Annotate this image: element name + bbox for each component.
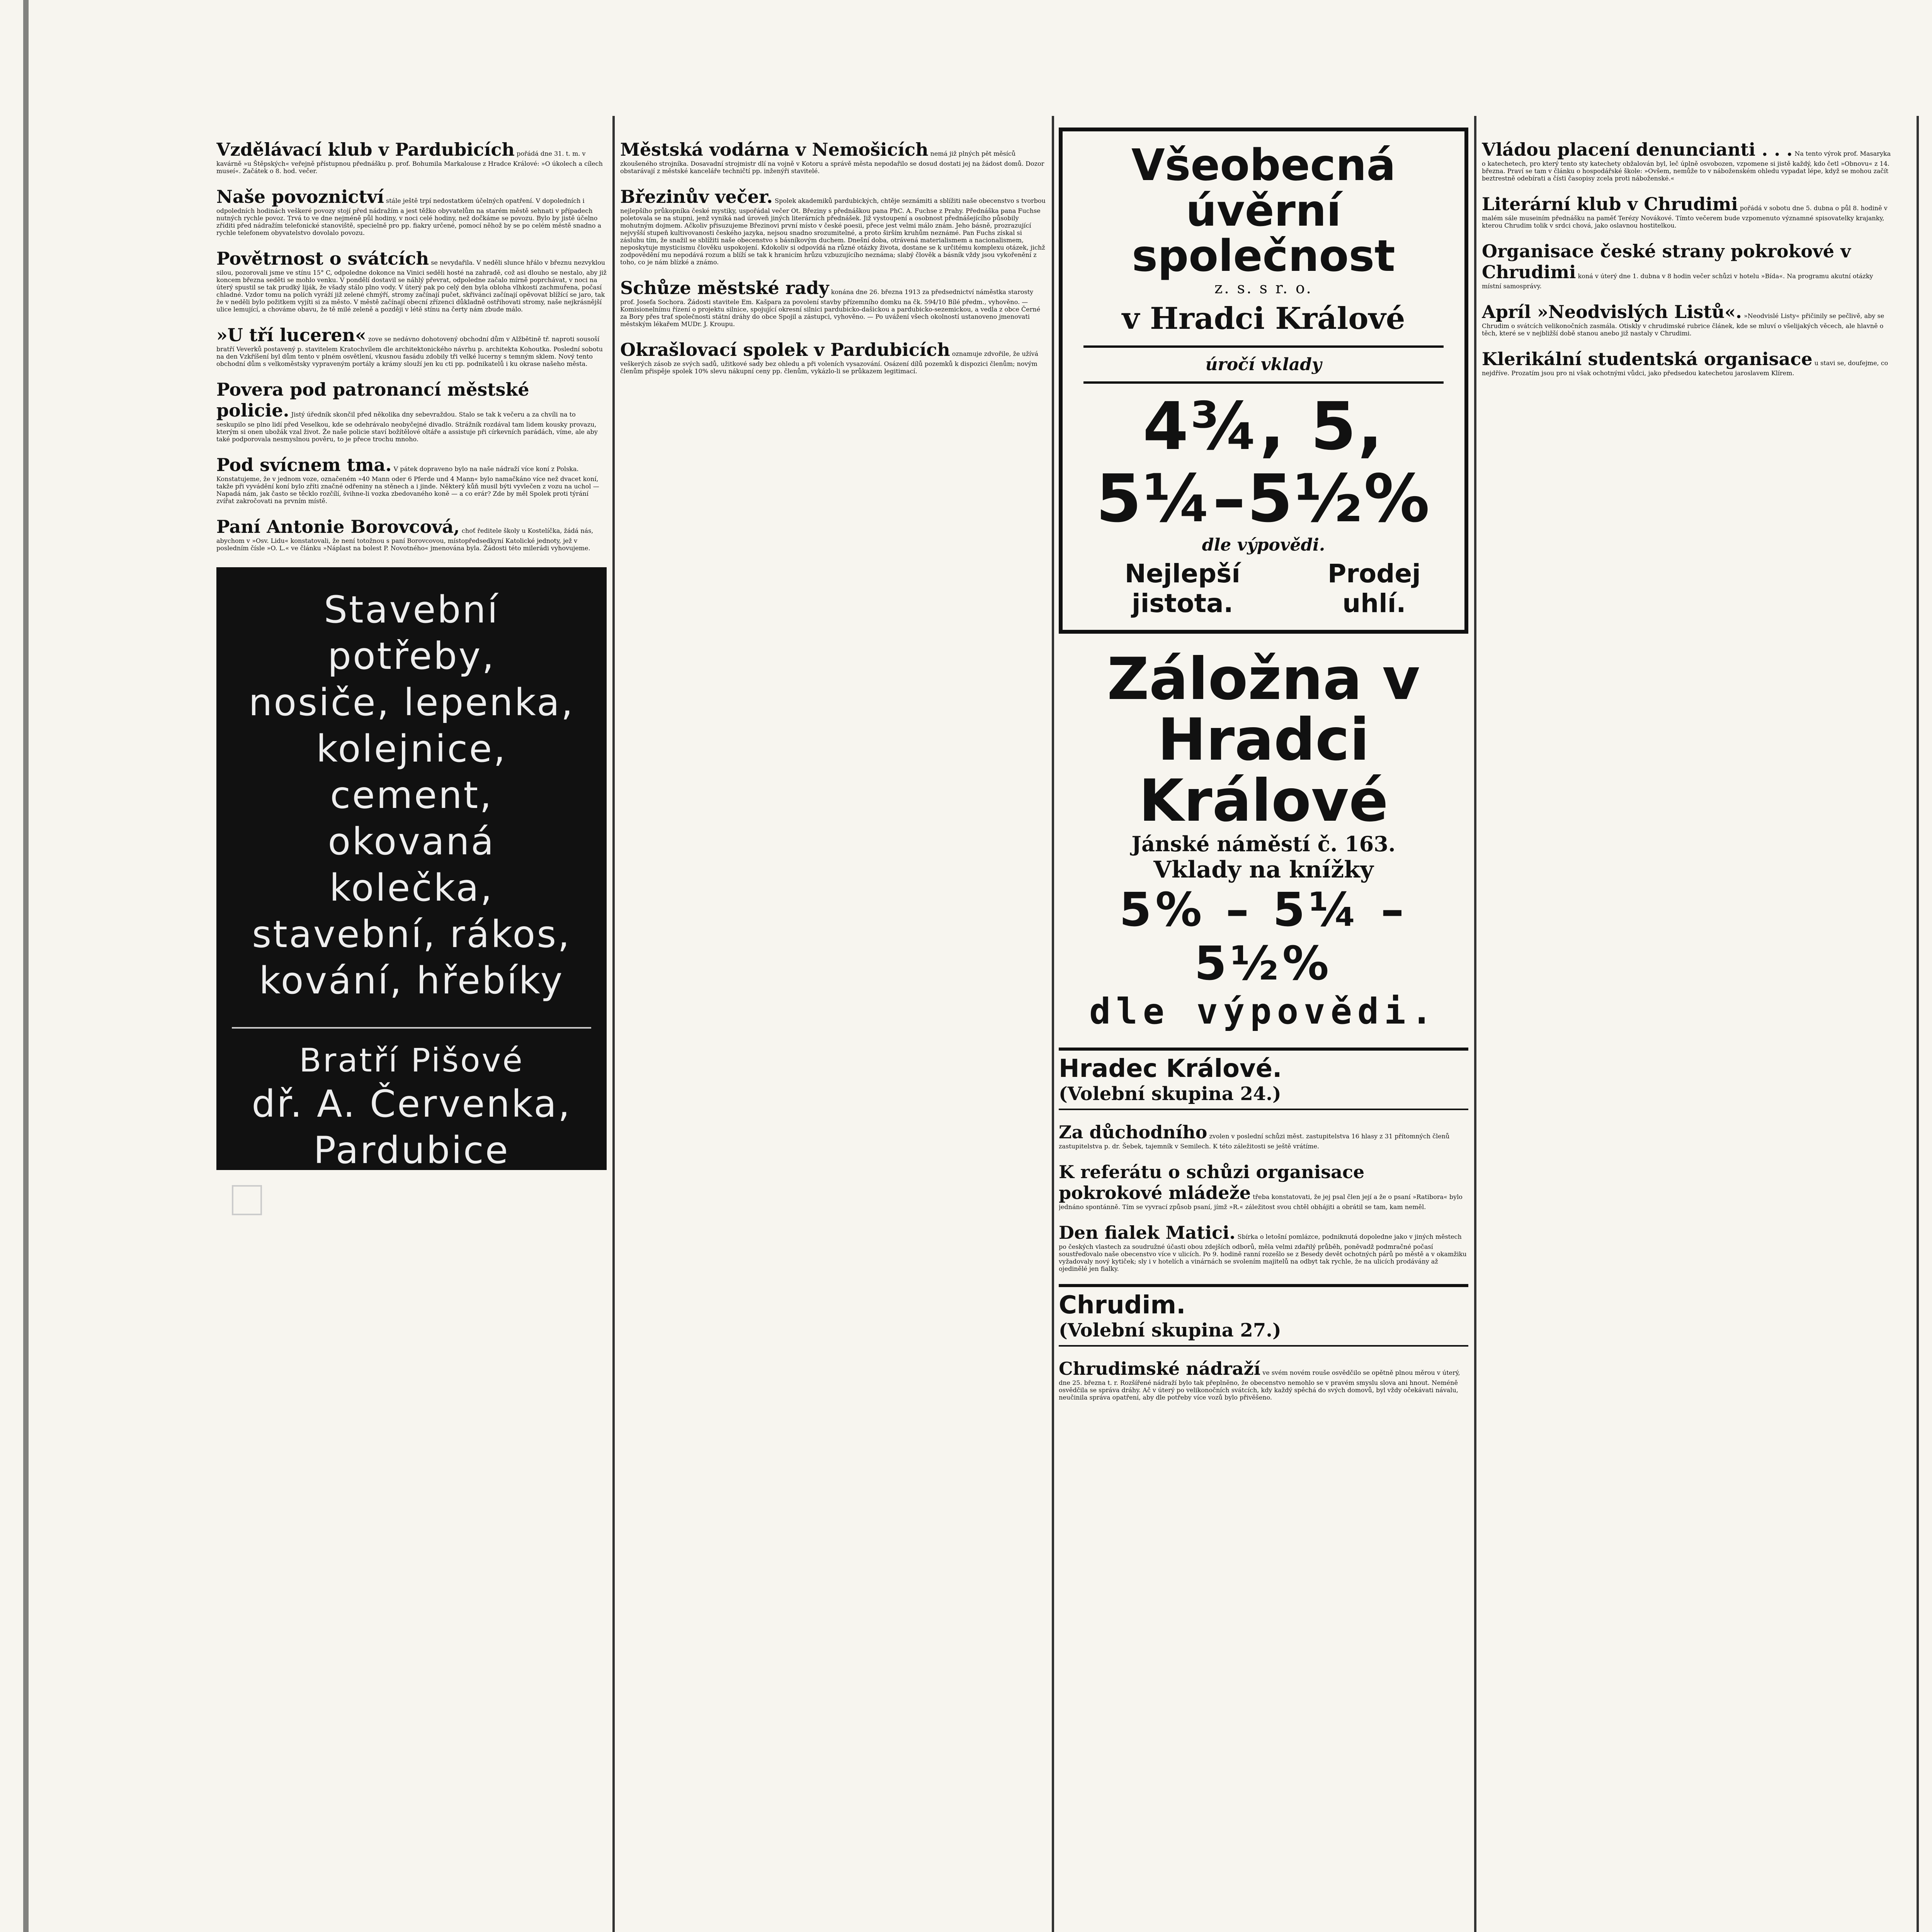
zalozna-terms: dle výpovědi. (1089, 991, 1438, 1032)
bank-footer-right: Prodej uhlí. (1327, 558, 1421, 618)
advertisement-pisove (216, 567, 607, 1170)
bank-city: v Hradci Králové (1122, 301, 1405, 336)
article-title: Klerikální studentská organisace (1482, 349, 1813, 369)
article-title: Okrašlovací spolek v Pardubicích (620, 339, 950, 360)
article-title: Povětrnost o svátcích (216, 248, 429, 269)
zalozna-rates: 5% – 5¼ – 5½% (1119, 883, 1408, 991)
article-text: stále ještě trpí nedostatkem účelných opatření. V dopoledních i odpoledních hodinách veškeré povozy stojí před nádražím a jest těžko obyvatelům na starém městě sehnati v případech nutných rychle povoz. Trvá to ve dne nejméně půl hodiny, v noci celé hodiny, než dočkáme se povozu. Bylo by jistě účelno zříditi před nádražím telefonické stanoviště, specielně pro pp. fiakry určené, pomocí něhož by se po celém městě snadno a rychle telefonem obyvatelstvo dovolalo povozu. (216, 197, 602, 236)
article-text: Na tento výrok prof. Masaryka o katechetech, pro který tento sty katechety obžalován byl, leč úplně osvobozen, vzpomene si jistě každý, kdo četl »Obnovu« z 14. března. Praví se tam v článku o hospodářské škole: »Ovšem, nemůže to v náboženském ohledu vypadat lépe, když se mohou začít beztrestně odebírati a čísti časopisy zcela proti náboženské.« (1482, 150, 1891, 182)
ad-line: Stavební (324, 588, 499, 631)
column-divider (1917, 116, 1919, 1932)
bank-name-2: úvěrní společnost (1132, 185, 1395, 282)
section-subtitle: (Volební skupina 27.) (1059, 1320, 1281, 1342)
article-title: Den fialek Matici. (1059, 1222, 1236, 1243)
article-text: choť ředitele školy u Kostelíčka, žádá nás, abychom v »Osv. Lidu« konstatovali, že není totožnou s paní Borovcovou, místopředsedkyní Katolické jednoty, jež v posledním čísle »O. L.« ve článku »Náplast na bolest P. Novotného« jmenována byla. Žádosti této milerádi vyhovujeme. (216, 527, 594, 552)
article-title: Městská vodárna v Nemošicích (620, 139, 929, 160)
article-title: Za důchodního (1059, 1122, 1208, 1143)
bank-name: Všeobecná (1131, 140, 1396, 190)
bank-terms: dle výpovědi. (1202, 535, 1325, 555)
column-divider (1474, 116, 1476, 1932)
article-text: zove se nedávno dohotovený obchodní dům v Alžbětině tř. naproti sousoší bratří Veverků postavený p. stavitelem Kratochvílem dle architektonického návrhu p. architekta Kohoutka. Poslední sobotu na den Vzkříšení byl dům tento v plném osvětlení, vkusnou fasádu zdobily tři velké lucerny s temným sklem. Nový tento obchodní dům s velkoměstsky vypraveným portály a krámy slouží jen ku cti pp. podnikatelů i ku okrase našeho města. (216, 335, 603, 367)
zalozna-label: Vklady na knížky (1153, 856, 1374, 884)
ad-firm-city: Pardubice (313, 1129, 510, 1172)
article-text: pořádá v sobotu dne 5. dubna o půl 8. hodině v malém sále museiním přednášku na paměť Terézy Novákové. Tímto večerem bude vzpomenuto významné spisovatelky krajanky, kterou Chrudim tolik v srdci chová, jako oslavnou hostitelkou. (1482, 204, 1888, 229)
zalozna-address: Jánské náměstí č. 163. (1131, 832, 1396, 857)
column-3 (1059, 128, 1468, 1932)
article-title: Chrudimské nádraží (1059, 1358, 1261, 1379)
article-text: u stavi se, doufejme, co nejdříve. Prozatím jsou pro ni však ochotnými vůdci, jako předsedou katechetou jaroslavem Klírem. (1482, 359, 1888, 377)
article-title: Apríl »Neodvislých Listů«. (1482, 301, 1742, 322)
column-2 (620, 128, 1047, 1932)
bank-label: úročí vklady (1205, 354, 1322, 374)
advertisement-uverni-spolecnost (1059, 128, 1468, 634)
article-title: Organisace české strany pokrokové v Chrudimi (1482, 241, 1851, 282)
ad-firm-detail: dř. A. Červenka, (252, 1082, 571, 1126)
article-title: Schůze městské rady (620, 277, 829, 298)
section-header-hradec (1059, 1048, 1468, 1110)
column-4 (1482, 128, 1893, 1932)
section-title: Chrudim. (1059, 1291, 1186, 1320)
article-title: Naše povoznictví (216, 186, 384, 207)
section-header-chrudim (1059, 1284, 1468, 1347)
ad-line: kování, hřebíky (259, 959, 564, 1002)
ad-line: kolejnice, cement, (316, 727, 507, 817)
bank-legal-form: z. s. s r. o. (1214, 279, 1313, 297)
article-text: pořádá dne 31. t. m. v kavárně »u Štěpských« veřejně přístupnou přednášku p. prof. Bohumila Markalouse z Hradce Králové: »O úkolech a cílech museí«. Začátek o 8. hod. večer. (216, 150, 603, 175)
article-title: Březinův večer. (620, 186, 773, 207)
article-title: Povera pod patronancí městské policie. (216, 379, 529, 421)
column-1 (216, 128, 607, 1932)
article-text: třeba konstatovati, že jej psal člen její a že o psaní »Ratibora« bylo jednáno spontánně. Tím se vyvrací způsob psaní, jímž »R.« záležitost svou chtěl obhájiti a obrátil se tam, kam neměl. (1059, 1193, 1463, 1211)
ad-line: potřeby, (328, 634, 495, 678)
section-title: Hradec Králové. (1059, 1054, 1282, 1083)
article-text: V pátek dopraveno bylo na naše nádraží více koní z Polska. Konstatujeme, že v jednom voze, označeném »40 Mann oder 6 Pferde und 4 Mann« bylo namačkáno více než dvacet koní, takže při vyvádění koní bylo zříti značné odřeniny na stěnech a i jinde. Některý kůň musil býti vyvlečen z vozu na uchol — Napadá nám, jak často se těcklo rozčílí, švihne-li vozka zbedovaného koně — a co erár? Zde by měl Spolek proti týrání zvířat zakročovati na prvním místě. (216, 465, 599, 505)
bank-rates: 4¾, 5, 5¼–5½% (1096, 388, 1431, 537)
ad-line: kolečka, (329, 866, 494, 910)
article-text: »Neodvislé Listy« přičinily se pečlivě, aby se Chrudim o svátcích velikonočních zasmála. Otiskly v chrudimské rubrice článek, kde se mluví o všelijakých věcech, ale hlavně o těch, které se v nejbližší době stanou anebo již nastaly v Chrudimi. (1482, 312, 1884, 337)
divider (1083, 345, 1444, 348)
article-title: K referátu o schůzi organisace pokrokové mládeže (1059, 1162, 1365, 1204)
ad-line: okovaná (328, 820, 495, 863)
article-text: koná v úterý dne 1. dubna v 8 hodin večer schůzi v hotelu »Bída«. Na programu akutní otázky místní samosprávy. (1482, 272, 1873, 290)
ad-line: stavební, rákos, (252, 913, 571, 956)
column-divider (1052, 116, 1054, 1932)
article-text: oznamuje zdvořile, že užívá veškerých zásob ze svých sadů, užitkové sady bez ohledu a při voleních vysazování. Osázení dílů pozemků k dispozici členům; novým členům přispěje spolek 10% slevu nákupní ceny pp. členům, vykázlo-li se průkazem legitimací. (620, 350, 1039, 375)
bank-footer (1072, 559, 1455, 618)
column-divider (612, 116, 615, 1932)
article-text: se nevydařila. V neděli slunce hřálo v březnu nezvyklou silou, pozorovali jsme ve stínu 15° C, odpoledne dokonce na Vinici seděli hosté na zahradě, což asi dlouho se nestalo, aby již koncem března seděti se mohlo venku. V pondělí dostavil se náhlý převrat, odpoledne začalo mírně poprchávat, v noci na úterý spustil se tak prudký liják, že všady stálo plno vody. V úterý pak po celý den byla obloha vlhkostí zachmuřena, počasí chladné. Vzdor tomu na polích vyráží již zelené chmýří, stromy začínají pučet, skřivánci začínají opěvovat blížící se jaro, tak že v neděli bylo požitkem vyjíti si za město. V městě začínají obecní zřízenci důkladně ostřihovati stromy, naše nejkrásnější ulice lemující, a chováme obavu, že tě milé zeleně a později v létě stínu na čerty nám zbude málo. (216, 259, 607, 313)
section-subtitle: (Volební skupina 24.) (1059, 1083, 1281, 1105)
article-title: »U tří luceren« (216, 325, 366, 345)
article-text: konána dne 26. března 1913 za předsednictví náměstka starosty prof. Josefa Sochora. Žádosti stavitele Em. Kašpara za povolení stavby přízemního domku na čk. 594/10 Bílé předm., vyhověno. — Komisionelnímu řízení o projektu silnice, spojující okresní silnici pardubicko-dašickou a pardubicko-sezemickou, a vedla z obce Černé za Bory přes trať společnosti státní dráhy do obce Spojil a zástupci, vyhověno. — Po uvážení všech okolností ustanoveno jmenovati městským lékařem MUDr. J. Kroupu. (620, 288, 1041, 328)
article-text: Spolek akademiků pardubických, chtěje seznámiti a sblížiti naše obecenstvo s tvorbou nejlepšího průkopníka české mystiky, uspořádal večer Ot. Březiny s přednáškou pana PhC. A. Fuchse z Prahy. Přednáška pana Fuchse poletovala se na stupni, jenž vyniká nad úroveň jiných literárních přednášek. Již vystoupení a osobnost přednášejícího působily mohutným dojmem. Ačkoliv přisuzujeme Březinovi první místo v české poesii, přece jest velmi málo znám. Jeho básně, prozrazující nejvyšší stupeň kultivovanosti českého jazyka, nejsou snadno srozumitelné, a proto širším kruhům neznámé. Pan Fuchs získal si zásluhu tím, že snažil se sblížiti naše obecenstvo s básníkovým duchem. Dnešní doba, otrávená materialismem a nacionalismem, neposkytuje mysticismu člověku uspokojení. Kdokoliv si odpovídá na různé otázky života, dostane se k určitému komplexu otázek, jichž zodpovědění mu nepodává rozum a blíží se tak k hranicím hrůzu vzbuzujícího neznáma; slabý člověk a básník vždy jsou vykořenění z toho, co je nám blízké a známo. (620, 197, 1046, 266)
trademark-icon (232, 1185, 262, 1215)
article-text: zvolen v poslední schůzi měst. zastupitelstva 16 hlasy z 31 přítomných členů zastupitelstva p. dr. Šebek, tajemník v Semilech. K této záležitosti se ještě vrátíme. (1059, 1133, 1450, 1150)
advertisement-zalozna (1059, 645, 1468, 1032)
article-text: ve svém novém rouše osvědčilo se opětně plnou měrou v úterý, dne 25. března t. r. Rozšířené nádraží bylo tak přeplněno, že obecenstvo nemohlo se v pravém smyslu slova ani hnout. Neméně osvědčila se správa dráhy. Ač v úterý po velikonočních svátcích, kdy každý spěchá do svých domovů, byl vždy očekávati návalu, neučinila správa opatření, aby dle potřeby více vozů bylo přivěšeno. (1059, 1369, 1460, 1401)
article-text: Sbírka o letošní pomlázce, podniknutá dopoledne jako v jiných městech po českých vlastech za soudružné účasti obou zdejších odborů, měla velmi zdařilý průběh, poněvadž podmračné počasí soustřeďovalo naše obecenstvo více v ulicích. Po 9. hodině ranní rozešlo se z Besedy devět ochotných párů po městě a v okamžiku vyžadovaly nový kytiček; sly i v hotelích a vinárnách se svolením majitelů na odbyt tak rychle, že na ulicích prodávány až ojedinělé jen fialky. (1059, 1233, 1467, 1273)
ad-firm-name: Bratří Pišové (232, 1027, 591, 1081)
ad-line: nosiče, lepenka, (248, 681, 575, 724)
divider (1083, 381, 1444, 384)
article-title: Vládou placení denuncianti . . . (1482, 139, 1793, 160)
article-title: Literární klub v Chrudimi (1482, 194, 1738, 214)
zalozna-name: Záložna v Hradci Králové (1107, 645, 1420, 835)
article-text: nemá již plných pět měsíců zkoušeného strojníka. Dosavadní strojmistr dlí na vojně v Kotoru a správě města nepodařilo se dosud dostati jej na žádost domů. Dozor obstarávají z městské kanceláře techničtí pp. inženýři stavitelé. (620, 150, 1044, 175)
article-text: Jistý úředník skončil před několika dny sebevraždou. Stalo se tak k večeru a za chvíli na to seskupilo se plno lidí před Veselkou, kde se odehrávalo neobyčejné divadlo. Strážník rozdával tam lidem kousky provazu, kterým si onen ubožák vzal život. Že naše policie staví božítělové oltáře a assistuje při církevních parádách, víme, ale aby také podporovala nesmyslnou pověru, to je přece trochu mnoho. (216, 411, 598, 443)
article-title: Paní Antonie Borovcová, (216, 516, 460, 537)
bank-footer-left: Nejlepší jistota. (1124, 558, 1240, 618)
article-title: Vzdělávací klub v Pardubicích (216, 139, 515, 160)
page-edge-shadow (23, 0, 29, 1932)
article-title: Pod svícnem tma. (216, 454, 392, 475)
